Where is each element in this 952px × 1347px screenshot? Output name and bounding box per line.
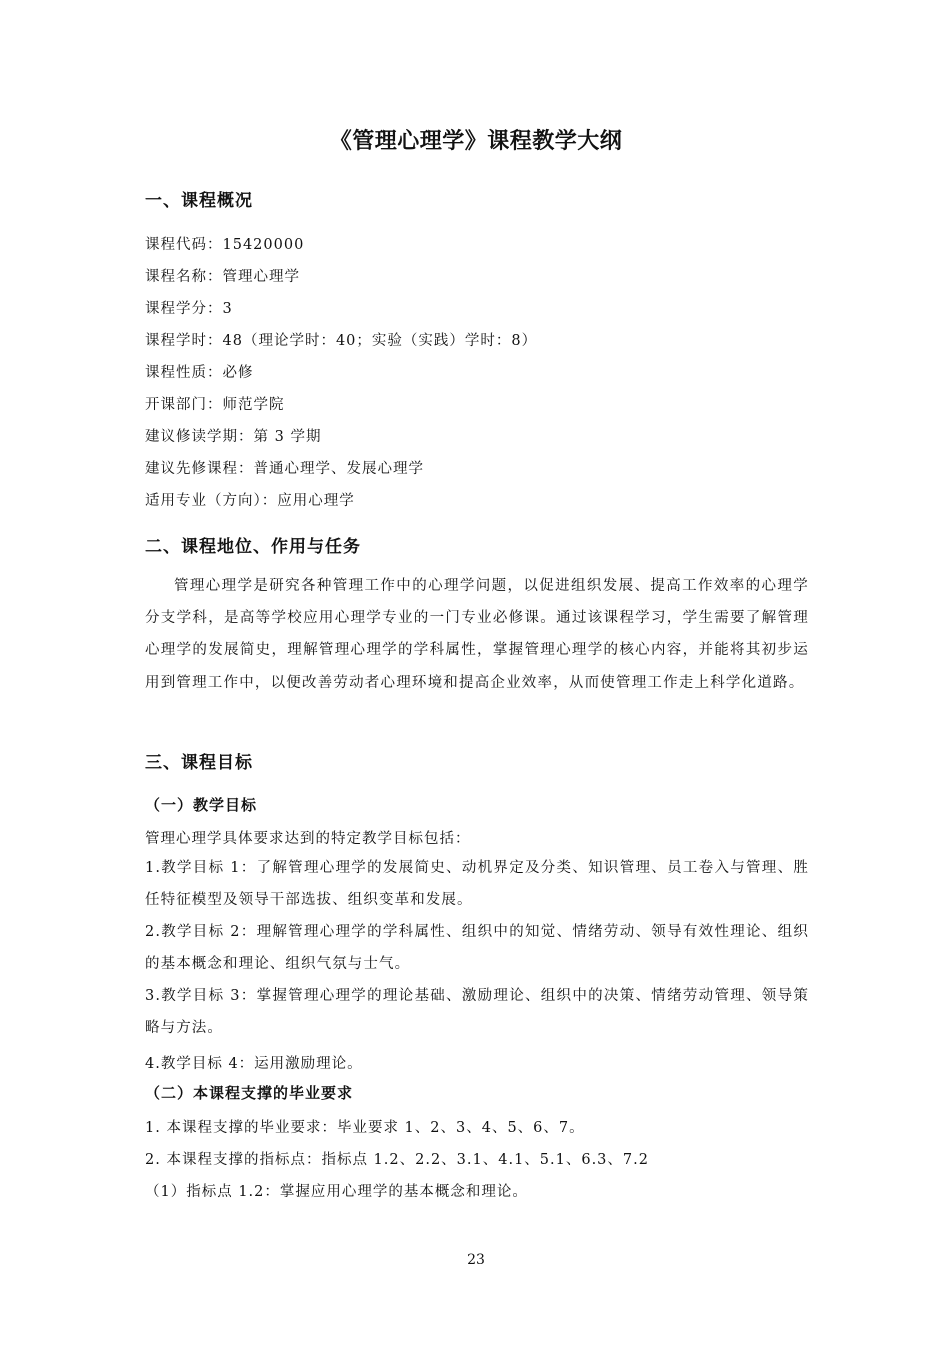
course-credit-line: 课程学分：3 bbox=[145, 301, 233, 317]
page-number: 23 bbox=[467, 1252, 485, 1268]
teaching-goal-2: 2.教学目标 2：理解管理心理学的学科属性、组织中的知觉、情绪劳动、领导有效性理论、组织的基本概念和理论、组织气氛与士气。 bbox=[145, 924, 809, 972]
subsection-heading-teaching-goals: （一）教学目标 bbox=[145, 796, 258, 814]
section-heading-objectives: 三、课程目标 bbox=[145, 753, 253, 773]
teaching-goal-4: 4.教学目标 4：运用激励理论。 bbox=[145, 1056, 363, 1072]
subsection-heading-graduation-requirements: （二）本课程支撑的毕业要求 bbox=[145, 1084, 354, 1102]
section-heading-overview: 一、课程概况 bbox=[145, 191, 253, 211]
indicator-point-detail: （1）指标点 1.2：掌握应用心理学的基本概念和理论。 bbox=[145, 1184, 528, 1200]
major-line: 适用专业（方向）：应用心理学 bbox=[145, 493, 355, 509]
teaching-goal-3: 3.教学目标 3：掌握管理心理学的理论基础、激励理论、组织中的决策、情绪劳动管理、领导策略与方法。 bbox=[145, 988, 809, 1036]
document-title: 《管理心理学》课程教学大纲 bbox=[329, 128, 623, 154]
course-name-line: 课程名称：管理心理学 bbox=[145, 269, 300, 285]
role-paragraph: 管理心理学是研究各种管理工作中的心理学问题，以促进组织发展、提高工作效率的心理学分支学科，是高等学校应用心理学专业的一门专业必修课。通过该课程学习，学生需要了解管理心理学的发展简史，理解管理心理学的学科属性，掌握管理心理学的核心内容，并能将其初步运用到管理工作中，以便改善劳动者心理环境和提高企业效率，从而使管理工作走上科学化道路。 bbox=[145, 578, 809, 691]
course-code-line: 课程代码：15420000 bbox=[145, 237, 305, 253]
teaching-goal-1: 1.教学目标 1：了解管理心理学的发展简史、动机界定及分类、知识管理、员工卷入与管理、胜任特征模型及领导干部选拔、组织变革和发展。 bbox=[145, 860, 809, 908]
semester-line: 建议修读学期：第 3 学期 bbox=[145, 429, 322, 445]
course-hours-line: 课程学时：48（理论学时：40；实验（实践）学时：8） bbox=[145, 333, 538, 349]
department-line: 开课部门：师范学院 bbox=[145, 397, 285, 413]
indicator-points-item: 2. 本课程支撑的指标点：指标点 1.2、2.2、3.1、4.1、5.1、6.3、7.2 bbox=[145, 1152, 649, 1168]
prerequisite-line: 建议先修课程：普通心理学、发展心理学 bbox=[145, 461, 424, 477]
section-heading-role: 二、课程地位、作用与任务 bbox=[145, 537, 361, 557]
teaching-goals-intro: 管理心理学具体要求达到的特定教学目标包括： bbox=[145, 831, 471, 847]
course-nature-line: 课程性质：必修 bbox=[145, 365, 254, 381]
graduation-requirement-item: 1. 本课程支撑的毕业要求：毕业要求 1、2、3、4、5、6、7。 bbox=[145, 1120, 585, 1136]
